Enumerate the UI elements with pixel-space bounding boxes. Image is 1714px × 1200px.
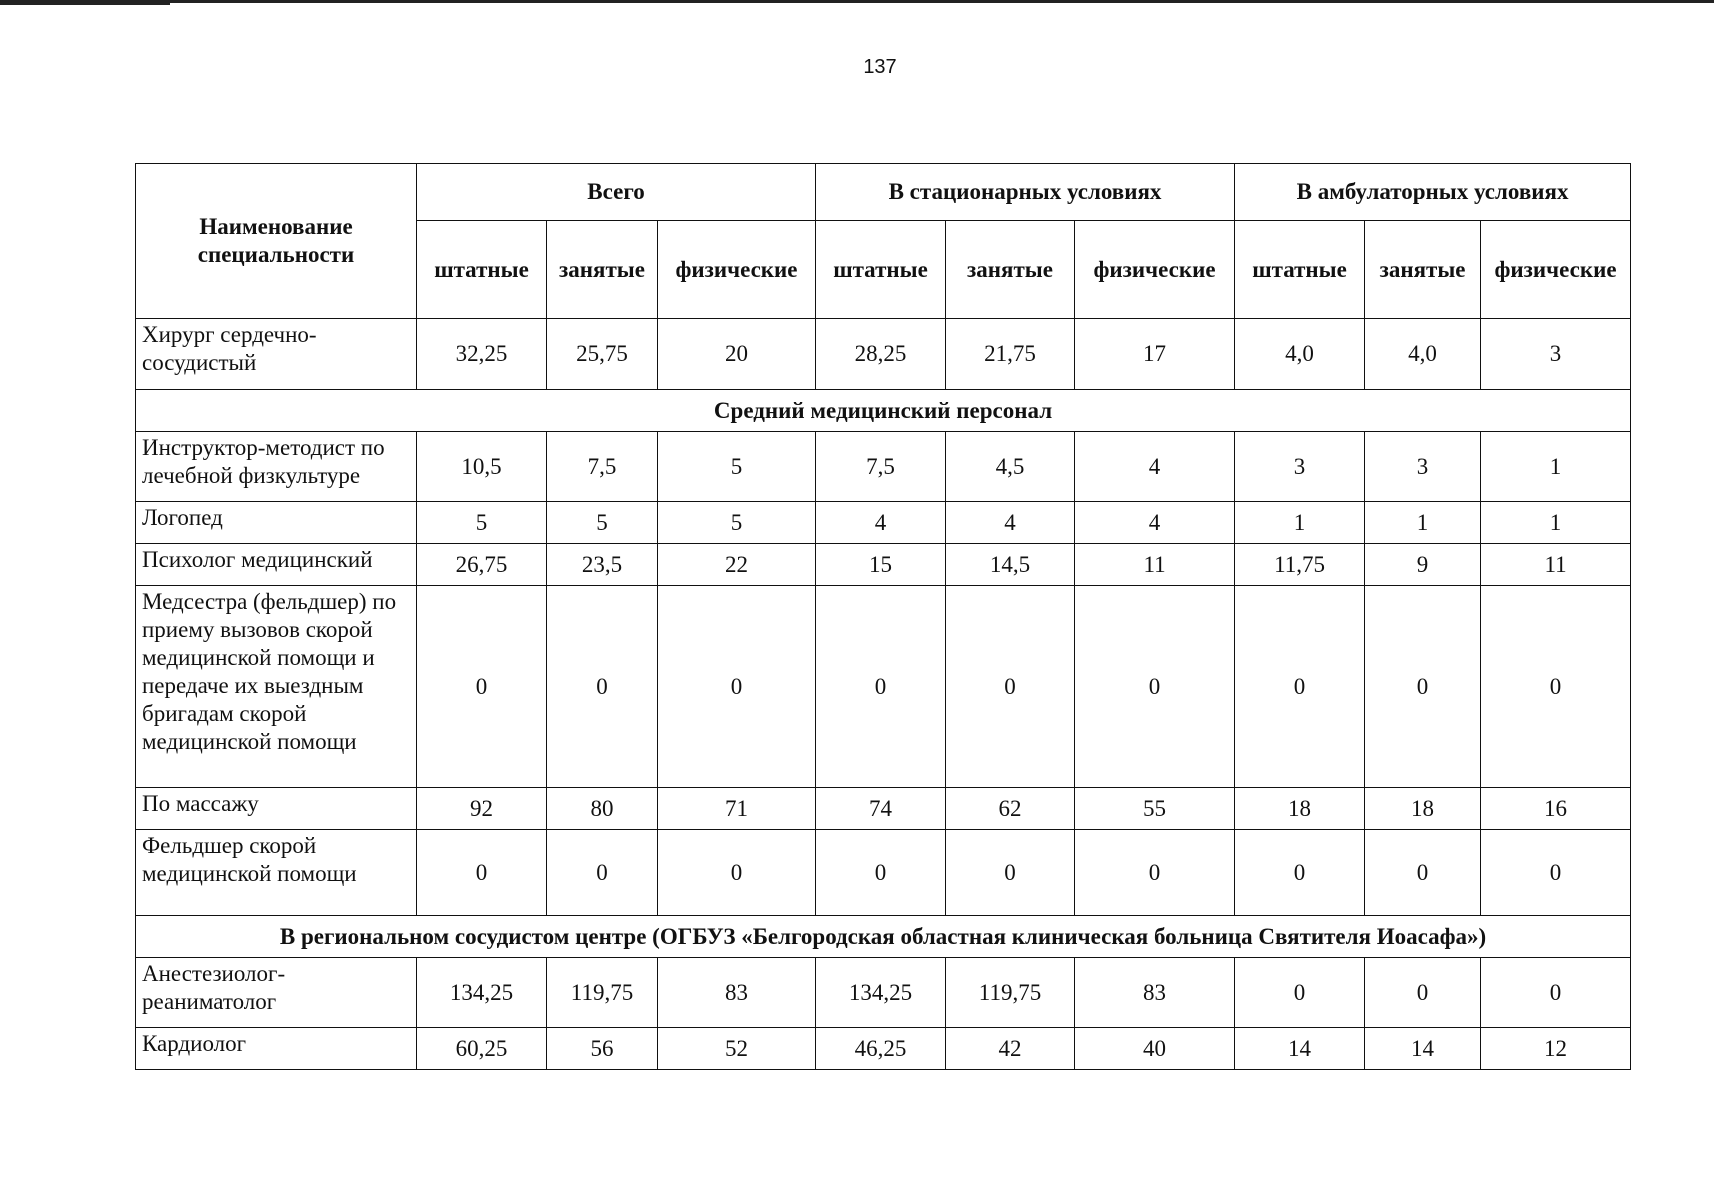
value-cell: 0	[946, 830, 1075, 916]
value-cell: 14	[1365, 1028, 1481, 1070]
top-border-line-thick	[0, 0, 170, 5]
value-cell: 4	[1075, 432, 1235, 502]
subheader-cell: физические	[1481, 221, 1631, 319]
subheader-cell: штатные	[417, 221, 547, 319]
table-row	[136, 830, 1631, 916]
value-cell: 71	[658, 788, 816, 830]
subheader-cell: занятые	[946, 221, 1075, 319]
value-cell: 80	[547, 788, 658, 830]
value-cell: 119,75	[946, 958, 1075, 1028]
value-cell: 42	[946, 1028, 1075, 1070]
specialty-name-cell: Медсестра (фельдшер) по приему вызовов скорой медицинской помощи и передаче их выездным бригадам скорой медицинской помощи	[136, 586, 417, 788]
value-cell: 0	[816, 586, 946, 788]
value-cell: 52	[658, 1028, 816, 1070]
page-number: 137	[863, 56, 897, 78]
value-cell: 92	[417, 788, 547, 830]
value-cell: 5	[658, 432, 816, 502]
value-cell: 4	[816, 502, 946, 544]
value-cell: 26,75	[417, 544, 547, 586]
value-cell: 4,0	[1235, 319, 1365, 390]
table-row	[136, 586, 1631, 788]
value-cell: 60,25	[417, 1028, 547, 1070]
staffing-table	[135, 163, 1631, 1070]
value-cell: 3	[1481, 319, 1631, 390]
specialty-name-cell: Психолог медицинский	[136, 544, 417, 586]
specialty-name-cell: Анестезиолог-реаниматолог	[136, 958, 417, 1028]
subheader-cell: физические	[658, 221, 816, 319]
value-cell: 14,5	[946, 544, 1075, 586]
value-cell: 0	[946, 586, 1075, 788]
specialty-name-cell: Хирург сердечно-сосудистый	[136, 319, 417, 390]
value-cell: 5	[658, 502, 816, 544]
value-cell: 5	[417, 502, 547, 544]
value-cell: 1	[1481, 432, 1631, 502]
value-cell: 55	[1075, 788, 1235, 830]
table-row	[136, 432, 1631, 502]
group-header-outpatient: В амбулаторных условиях	[1235, 164, 1631, 221]
value-cell: 21,75	[946, 319, 1075, 390]
value-cell: 40	[1075, 1028, 1235, 1070]
section-title: Средний медицинский персонал	[136, 390, 1631, 432]
table-body	[136, 319, 1631, 1070]
specialty-name-cell: Инструктор-методист по лечебной физкультуре	[136, 432, 417, 502]
table-row	[136, 1028, 1631, 1070]
value-cell: 0	[417, 830, 547, 916]
value-cell: 1	[1365, 502, 1481, 544]
value-cell: 18	[1365, 788, 1481, 830]
value-cell: 22	[658, 544, 816, 586]
value-cell: 0	[1235, 586, 1365, 788]
value-cell: 0	[1481, 830, 1631, 916]
section-header-row	[136, 916, 1631, 958]
value-cell: 0	[547, 830, 658, 916]
value-cell: 11	[1481, 544, 1631, 586]
subheader-cell: физические	[1075, 221, 1235, 319]
value-cell: 15	[816, 544, 946, 586]
specialty-name-cell: По массажу	[136, 788, 417, 830]
value-cell: 134,25	[417, 958, 547, 1028]
value-cell: 4	[946, 502, 1075, 544]
subheader-cell: занятые	[1365, 221, 1481, 319]
group-header-total: Всего	[417, 164, 816, 221]
value-cell: 11	[1075, 544, 1235, 586]
table-row	[136, 544, 1631, 586]
value-cell: 83	[658, 958, 816, 1028]
value-cell: 74	[816, 788, 946, 830]
value-cell: 25,75	[547, 319, 658, 390]
table-row	[136, 319, 1631, 390]
value-cell: 9	[1365, 544, 1481, 586]
value-cell: 0	[1075, 830, 1235, 916]
value-cell: 56	[547, 1028, 658, 1070]
value-cell: 0	[1365, 830, 1481, 916]
value-cell: 11,75	[1235, 544, 1365, 586]
group-header-inpatient: В стационарных условиях	[816, 164, 1235, 221]
value-cell: 32,25	[417, 319, 547, 390]
value-cell: 16	[1481, 788, 1631, 830]
value-cell: 119,75	[547, 958, 658, 1028]
specialty-name-cell: Логопед	[136, 502, 417, 544]
value-cell: 5	[547, 502, 658, 544]
table-row	[136, 958, 1631, 1028]
column-header-name: Наименование специальности	[136, 164, 417, 319]
value-cell: 46,25	[816, 1028, 946, 1070]
value-cell: 0	[1075, 586, 1235, 788]
value-cell: 17	[1075, 319, 1235, 390]
section-title: В региональном сосудистом центре (ОГБУЗ «Белгородская областная клиническая больница Святителя Иоасафа»)	[136, 916, 1631, 958]
value-cell: 7,5	[816, 432, 946, 502]
value-cell: 0	[1481, 586, 1631, 788]
value-cell: 12	[1481, 1028, 1631, 1070]
value-cell: 4,0	[1365, 319, 1481, 390]
section-header-row	[136, 390, 1631, 432]
value-cell: 134,25	[816, 958, 946, 1028]
value-cell: 1	[1235, 502, 1365, 544]
value-cell: 7,5	[547, 432, 658, 502]
table-row	[136, 788, 1631, 830]
value-cell: 62	[946, 788, 1075, 830]
value-cell: 0	[1235, 830, 1365, 916]
specialty-name-cell: Кардиолог	[136, 1028, 417, 1070]
value-cell: 0	[658, 586, 816, 788]
value-cell: 0	[1365, 958, 1481, 1028]
value-cell: 23,5	[547, 544, 658, 586]
value-cell: 4	[1075, 502, 1235, 544]
value-cell: 0	[547, 586, 658, 788]
specialty-name-cell: Фельдшер скорой медицинской помощи	[136, 830, 417, 916]
value-cell: 0	[1235, 958, 1365, 1028]
value-cell: 83	[1075, 958, 1235, 1028]
value-cell: 0	[658, 830, 816, 916]
value-cell: 1	[1481, 502, 1631, 544]
top-border-line	[0, 0, 1714, 3]
value-cell: 0	[417, 586, 547, 788]
table-row	[136, 502, 1631, 544]
value-cell: 20	[658, 319, 816, 390]
subheader-cell: штатные	[816, 221, 946, 319]
value-cell: 3	[1235, 432, 1365, 502]
value-cell: 10,5	[417, 432, 547, 502]
value-cell: 28,25	[816, 319, 946, 390]
value-cell: 14	[1235, 1028, 1365, 1070]
subheader-cell: занятые	[547, 221, 658, 319]
value-cell: 0	[1365, 586, 1481, 788]
value-cell: 18	[1235, 788, 1365, 830]
value-cell: 3	[1365, 432, 1481, 502]
value-cell: 4,5	[946, 432, 1075, 502]
value-cell: 0	[1481, 958, 1631, 1028]
subheader-cell: штатные	[1235, 221, 1365, 319]
value-cell: 0	[816, 830, 946, 916]
